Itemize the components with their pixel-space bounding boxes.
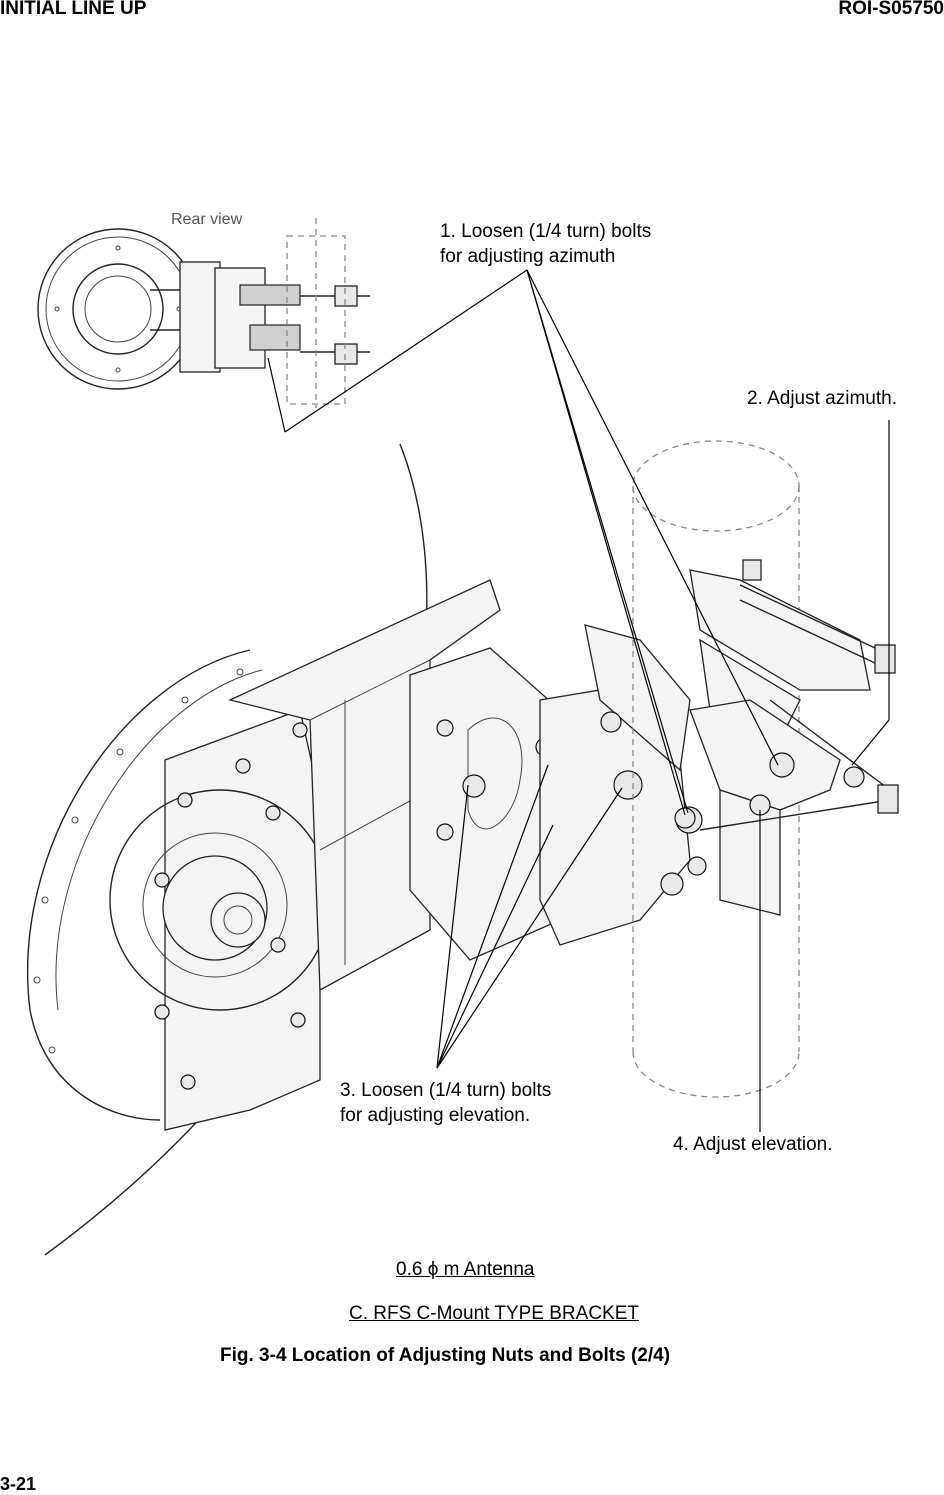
step1-label-line1: 1. Loosen (1/4 turn) bolts: [440, 221, 652, 242]
bracket-caption: C. RFS C-Mount TYPE BRACKET: [349, 1303, 639, 1324]
step2-label: 2. Adjust azimuth.: [747, 388, 897, 409]
step1-label-line2: for adjusting azimuth: [440, 246, 616, 267]
antenna-body: [110, 710, 330, 1130]
figure-title: Fig. 3-4 Location of Adjusting Nuts and Bolts (2/4): [220, 1345, 671, 1366]
step4-label: 4. Adjust elevation.: [673, 1134, 833, 1155]
antenna-caption: 0.6 ϕ m Antenna: [396, 1259, 535, 1280]
step3-label-line1: 3. Loosen (1/4 turn) bolts: [340, 1080, 552, 1101]
page-number: 3-21: [0, 1474, 37, 1494]
section-title: INITIAL LINE UP: [0, 0, 147, 19]
step3-label-line2: for adjusting elevation.: [340, 1105, 531, 1126]
azimuth-housing: [540, 625, 706, 945]
rear-view-label: Rear view: [171, 211, 243, 228]
pole-clamp: [675, 560, 898, 915]
document-id: ROI-S05750: [838, 0, 944, 19]
rear-view-inset: [38, 218, 370, 408]
